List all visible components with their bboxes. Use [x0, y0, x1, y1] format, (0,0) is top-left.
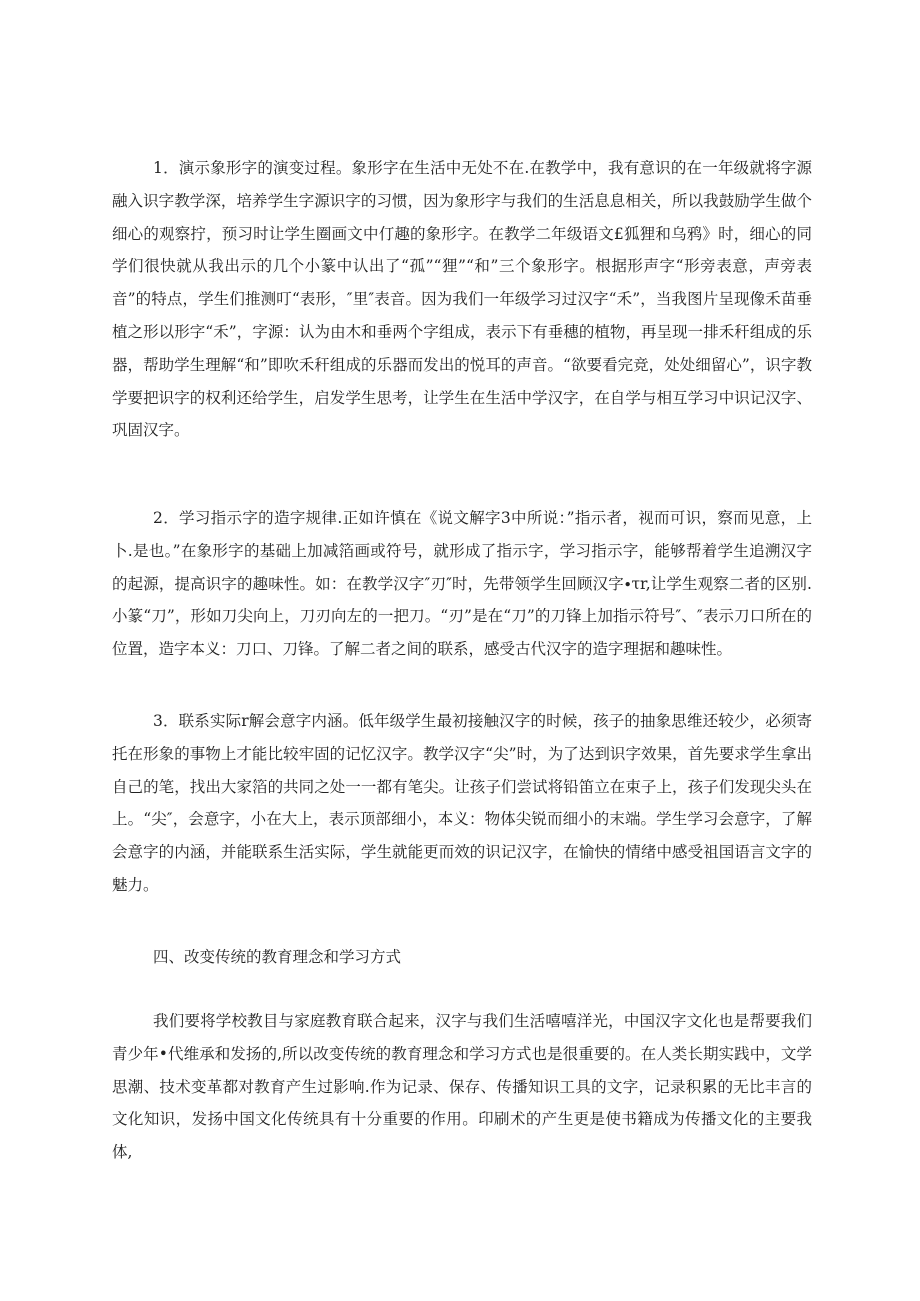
paragraph-compound-ideographs: 3．联系实际r解会意字内涵。低年级学生最初接触汉字的时候，孩子的抽象思维还较少，必须寄托在形象的事物上才能比较牢固的记忆汉字。教学汉字“尖”时，为了达到识字效果，首先要求学生拿出自己的笔，找出大家箔的共同之处一一都有笔尖。让孩子们尝试将铅笛立在束子上，孩子们发现尖头在上。“尖″，会意字，小在大上，表示顶部细小，本义：物体尖锐而细小的末端。学生学习会意字，了解会意字的内涵，并能联系生活实际，学生就能更而效的识记汉字，在愉快的情绪中感受祖国语言文字的魅力。 [112, 712, 812, 894]
paragraph-pictographic-characters: 1．演示象形字的演变过程。象形字在生活中无处不在.在教学中，我有意识的在一年级就将字源融入识字教学深，培养学生字源识字的习惯，因为象形字与我们的生活息息相关，所以我鼓励学生做个细心的观察拧，预习时让学生圈画文中仃趣的象形字。在教学二年级语文£狐狸和乌鸦》时，细心的同学们很快就从我出示的几个小篆中认出了“孤”“狸”“和”三个象形字。根据形声字“形旁表意，声旁表音”的特点，学生们推测叮“表形，″里″表音。因为我们一年级学习过汉字“禾”，当我图片呈现像禾苗垂植之形以形字“禾”，字源：认为由木和垂两个字组成，表示下有垂穗的植物，再呈现一排禾秆组成的乐器，帮助学生理解“和”即吹禾秆组成的乐器而发出的悦耳的声音。“欲要看完竞，处处细留心”，识字教学要把识字的权利还给学生，启发学生思考，让学生在生活中学汉字，在自学与相互学习中识记汉字、巩固汉字。 [112, 159, 812, 440]
section-heading: 四、改变传统的教育理念和学习方式 [153, 948, 402, 966]
paragraph-education-reform: 我们要将学校教目与家庭教育联合起来，汉字与我们生活嘻嘻洋光，中国汉字文化也是帮要我们青少年•代维承和发扬的,所以改变传统的教育理念和学习方式也是很重要的。在人类长期实践中，文学思潮、技术变革都对教育产生过影响.作为记录、保存、传播知识工具的文字，记录积累的无比丰言的文化知识，发扬中国文化传统具有十分重要的作用。印刷术的产生更是使书籍成为传播文化的主要我体, [112, 1012, 812, 1162]
paragraph-indicative-characters: 2．学习指示字的造字规律.正如许慎在《说文解字3中所说：”指示者，视而可识，察而见意，上卜.是也。”在象形字的基础上加减箔画或符号，就形成了指示字，学习指示字，能够帮着学生追溯汉字的起源，提高识字的趣味性。如：在教学汉字″刃″时，先带领学生回顾汉字∙τr,让学生观察二者的区别.小篆“刀”，形如刀尖向上，刀刃向左的一把刀。“刃”是在“刀”的刀锋上加指示符号″、″表示刀口所在的位置，造字本义：刀口、刀锋。了解二者之间的联系，感受古代汉字的造字理据和趣味性。 [112, 509, 812, 659]
